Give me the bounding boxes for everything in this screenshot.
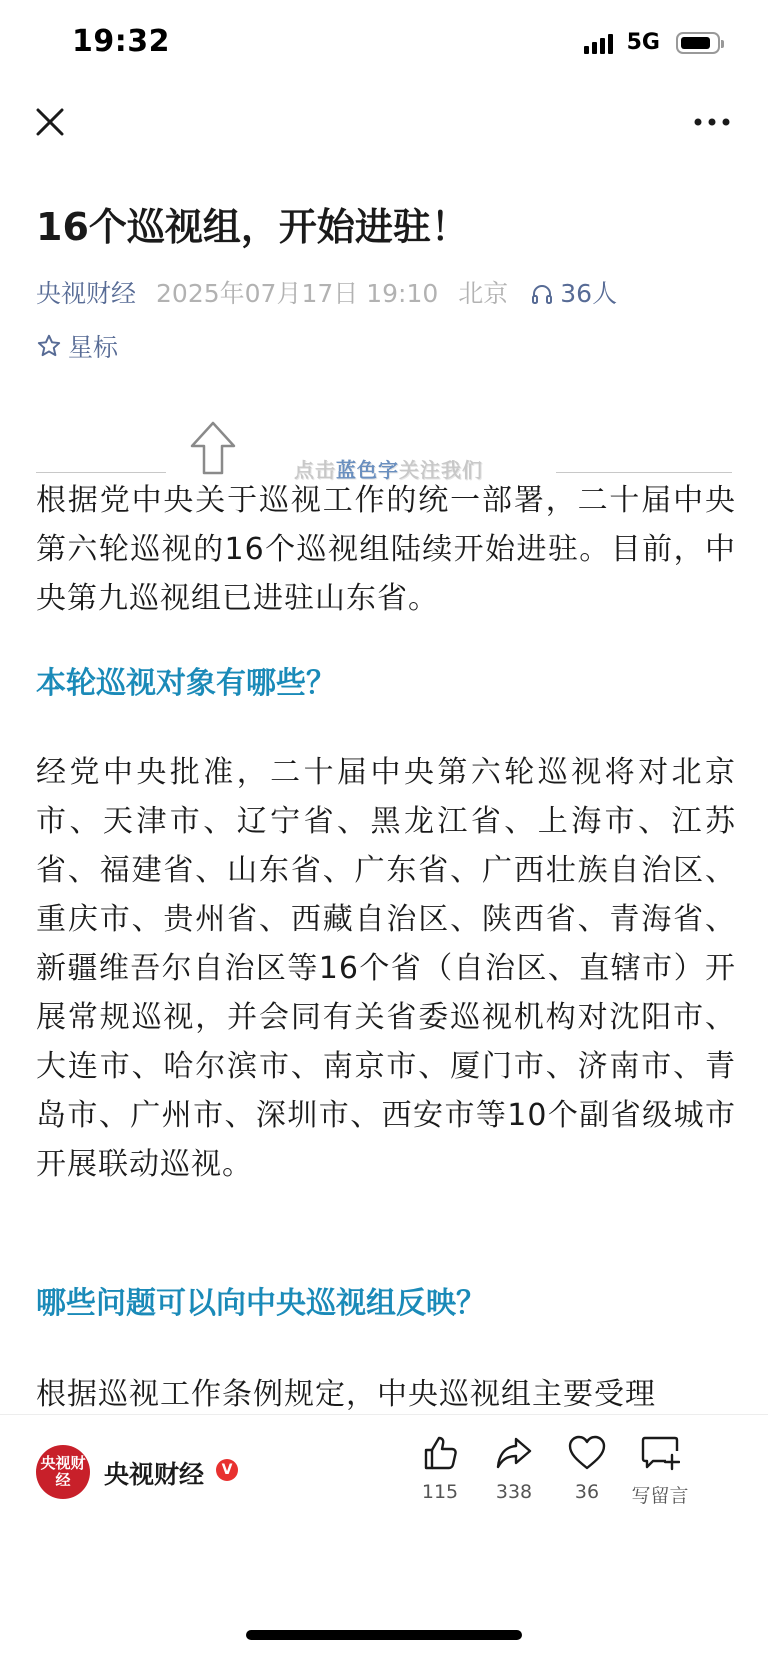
status-time: 19:32 <box>72 24 170 59</box>
account-name[interactable]: 央视财经 <box>104 1460 205 1489</box>
paragraph-issues: 根据巡视工作条例规定，中央巡视组主要受理 <box>36 1377 656 1412</box>
section-heading-targets: 本轮巡视对象有哪些？ <box>36 666 336 701</box>
home-indicator[interactable] <box>246 1630 522 1640</box>
star-icon <box>36 333 62 359</box>
article-meta <box>36 276 736 312</box>
close-button[interactable] <box>32 104 68 140</box>
star-label: 星标 <box>68 333 119 362</box>
listen-button[interactable] <box>530 276 617 312</box>
follow-prompt: 点击蓝色字关注我们 <box>294 458 483 482</box>
verified-badge: V <box>216 1459 238 1481</box>
like-button[interactable] <box>400 1433 480 1503</box>
share-count: 338 <box>495 1481 533 1503</box>
follow-banner <box>36 412 732 484</box>
heart-button[interactable] <box>547 1433 627 1503</box>
heart-count: 36 <box>574 1481 600 1503</box>
signal-icon <box>584 32 613 54</box>
article-title: 16个巡视组，开始进驻！ <box>36 205 469 249</box>
paragraph-intro: 根据党中央关于巡视工作的统一部署，二十届中央第六轮巡视的16个巡视组陆续开始进驻。目前，中央第九巡视组已进驻山东省。 <box>36 483 736 616</box>
section-heading-issues: 哪些问题可以向中央巡视组反映？ <box>36 1286 486 1321</box>
status-bar <box>0 0 768 88</box>
paragraph-targets: 经党中央批准，二十届中央第六轮巡视将对北京市、天津市、辽宁省、黑龙江省、上海市、江苏省、福建省、山东省、广东省、广西壮族自治区、重庆市、贵州省、西藏自治区、陕西省、青海省、新疆维吾尔自治区等16个省（自治区、直辖市）开展常规巡视，并会同有关省委巡视机构对沈阳市、大连市、哈尔滨市、南京市、厦门市、济南市、青岛市、广州市、深圳市、西安市等10个副省级城市开展联动巡视。 <box>36 755 736 1182</box>
comment-button[interactable] <box>620 1433 700 1508</box>
more-icon <box>688 104 736 140</box>
like-count: 115 <box>421 1481 459 1503</box>
heart-icon <box>567 1433 607 1473</box>
status-indicators <box>584 30 720 55</box>
up-arrow-icon <box>188 420 238 476</box>
share-button[interactable] <box>474 1433 554 1503</box>
bottom-bar <box>0 1414 768 1662</box>
comment-label: 写留言 <box>631 1485 689 1507</box>
share-icon <box>494 1433 534 1473</box>
nav-bar <box>0 96 768 152</box>
network-label: 5G <box>626 30 660 55</box>
headphones-icon <box>530 282 554 306</box>
account-link[interactable]: 央视财经 <box>36 279 137 308</box>
comment-add-icon <box>640 1433 680 1473</box>
close-icon <box>32 104 68 140</box>
more-button[interactable] <box>688 104 736 140</box>
banner-divider-left <box>36 472 166 473</box>
battery-icon <box>676 32 720 54</box>
publish-date: 2025年07月17日 19:10 <box>156 279 439 308</box>
account-avatar[interactable]: 央视财经 <box>36 1445 90 1499</box>
publish-location: 北京 <box>458 279 509 308</box>
listener-count: 36人 <box>560 279 618 308</box>
banner-divider-right <box>556 472 732 473</box>
star-button[interactable] <box>36 328 118 364</box>
thumbs-up-icon <box>420 1433 460 1473</box>
